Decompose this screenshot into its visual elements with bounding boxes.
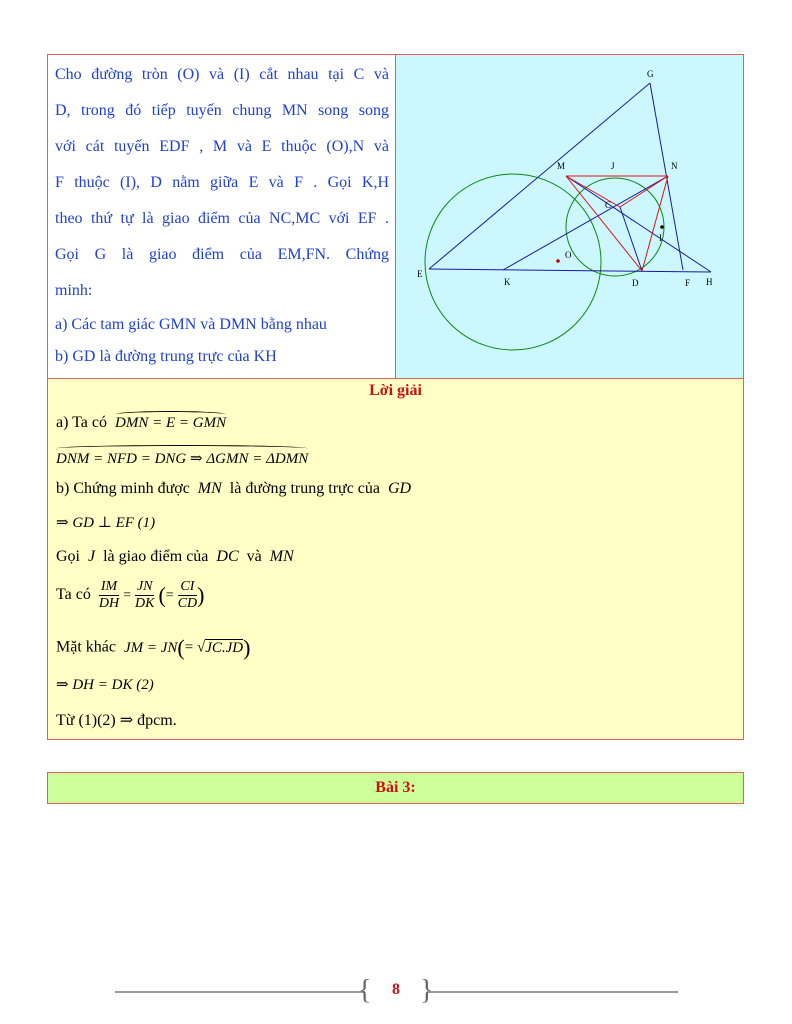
text: Gọi xyxy=(56,548,80,565)
paren-close: ) xyxy=(197,582,205,608)
equals: = xyxy=(123,588,131,604)
math-j: J xyxy=(88,548,96,565)
problem-line: D, trong đó tiếp tuyến chung MN song song xyxy=(55,102,389,119)
label-h: H xyxy=(706,277,713,287)
problem-line: với cát tuyến EDF , M và E thuộc (O),N và xyxy=(55,138,389,155)
problem-statement xyxy=(48,55,396,378)
label-k: K xyxy=(504,277,511,287)
label-g: G xyxy=(647,69,654,79)
problem-line: theo thứ tự là giao điểm của NC,MC với EF . xyxy=(55,210,389,227)
problem-line: Gọi G là giao điểm của EM,FN. Chứng xyxy=(55,246,389,263)
solution-title: Lời giải xyxy=(369,382,422,399)
text: và xyxy=(246,548,262,565)
circle-i xyxy=(566,178,664,276)
problem-part-b: b) GD là đường trung trực của KH xyxy=(55,348,277,365)
center-o-dot xyxy=(556,259,560,263)
sqrt-content: JC.JD xyxy=(205,639,244,656)
paren-open: ( xyxy=(158,582,166,608)
math-mn: MN xyxy=(269,548,294,565)
text: Ta có xyxy=(56,586,91,604)
text: là giao điểm của xyxy=(103,548,209,565)
text: a) Ta có xyxy=(56,414,107,431)
circle-o xyxy=(425,174,601,350)
exercise-3-header: Bài 3: xyxy=(47,772,744,804)
solution-line-b5 xyxy=(56,635,250,661)
math-expression: DMN = E = GMN xyxy=(115,415,227,431)
text: b) Chứng minh được xyxy=(56,480,190,497)
solution-box xyxy=(47,378,744,740)
solution-line-b6: ⇒ DH = DK (2) xyxy=(56,677,154,693)
solution-line-b3 xyxy=(56,548,294,566)
solution-line-b7: Từ (1)(2) ⇒ đpcm. xyxy=(56,712,177,729)
fraction-ci-cd: $\frac{CI}{CD}$ xyxy=(177,579,198,611)
geometry-diagram xyxy=(396,55,743,380)
paren-close: ) xyxy=(243,635,251,660)
line-jd xyxy=(620,207,642,271)
solution-line-a2 xyxy=(56,449,308,468)
problem-line: minh: xyxy=(55,282,93,299)
label-c: C xyxy=(605,200,612,210)
problem-box xyxy=(47,54,744,379)
problem-part-a: a) Các tam giác GMN và DMN bằng nhau xyxy=(55,316,327,333)
text: là đường trung trực của xyxy=(229,480,380,497)
label-i: I xyxy=(659,233,662,243)
label-e: E xyxy=(417,269,423,279)
line-nk xyxy=(503,176,668,270)
math-gd: GD xyxy=(388,480,412,497)
problem-line: F thuộc (I), D nằm giữa E và F . Gọi K,H xyxy=(55,174,389,191)
footer-brace-right: } xyxy=(420,975,434,1006)
paren-open: ( xyxy=(177,635,185,660)
problem-line: Cho đường tròn (O) và (I) cắt nhau tại C và xyxy=(55,66,389,83)
line-md xyxy=(566,176,642,271)
equals: = xyxy=(165,588,174,604)
label-o: O xyxy=(565,250,572,260)
solution-line-b4 xyxy=(56,579,204,612)
label-j: J xyxy=(611,161,615,171)
math-expression: DNM = NFD = DNG ⇒ ΔGMN = ΔDMN xyxy=(56,451,309,467)
math-mn: MN xyxy=(197,480,222,497)
geometry-figure xyxy=(396,55,743,378)
math-dc: DC xyxy=(216,548,239,565)
footer-rule-left xyxy=(115,991,365,993)
line-mh xyxy=(566,176,711,272)
fraction-im-dh: $\frac{IM}{DH}$ xyxy=(98,579,120,611)
footer-brace-left: { xyxy=(358,975,372,1006)
center-i-dot xyxy=(660,225,664,229)
line-mc xyxy=(566,176,620,207)
label-n: N xyxy=(671,161,678,171)
equals: = √ xyxy=(184,639,206,656)
math-expression: JM = JN xyxy=(123,639,178,656)
solution-line-b1 xyxy=(56,480,411,498)
fraction-jn-dk: $\frac{JN}{DK}$ xyxy=(135,579,155,611)
label-f: F xyxy=(685,278,691,288)
solution-line-b2: ⇒ GD ⊥ EF (1) xyxy=(56,515,156,531)
line-eh xyxy=(429,269,711,272)
label-m: M xyxy=(557,161,566,171)
footer-rule-right xyxy=(428,991,678,993)
page-number: 8 xyxy=(392,981,400,998)
text: Mặt khác xyxy=(56,638,116,656)
solution-line-a1 xyxy=(56,414,226,432)
label-d: D xyxy=(632,278,639,288)
